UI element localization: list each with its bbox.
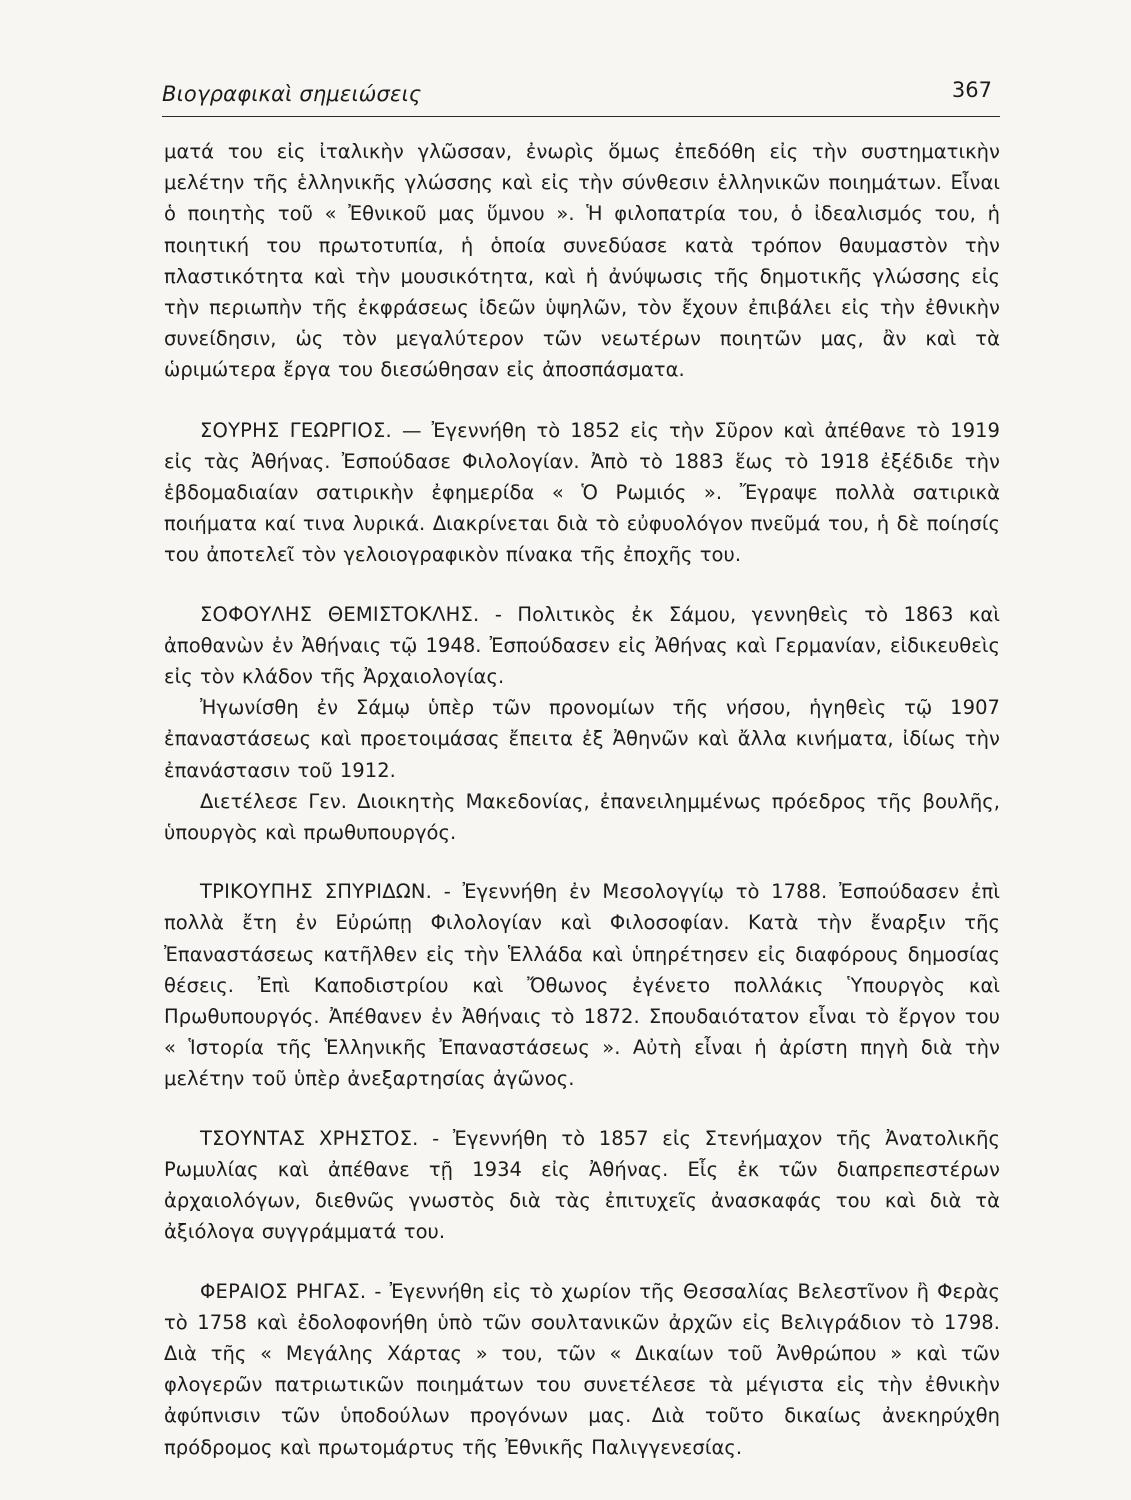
entry-name: ΣΟΥΡΗΣ ΓΕΩΡΓΙΟΣ. [200,418,392,442]
entry-trikoupis [164,876,1000,1094]
entry-name: ΣΟΦΟΥΛΗΣ ΘΕΜΙΣΤΟΚΛΗΣ. [200,602,480,626]
body-text [164,136,1000,1463]
running-header [162,76,1000,117]
entry-sofoulis-continuation-2: Διετέλεσε Γεν. Διοικητὴς Μακεδονίας, ἐπανειλημμένως πρόεδρος τῆς βουλῆς, ὑπουργὸς καὶ πρωθυπουργός. [164,789,1000,845]
entry-sofoulis [164,599,1000,693]
entry-text: - Ἐγεννήθη εἰς τὸ χωρίον τῆς Θεσσαλίας Βελεστῖνον ἢ Φερὰς τὸ 1758 καὶ ἐδολοφονήθη ὑπὸ τῶν σουλτανικῶν ἀρχῶν εἰς Βελιγράδιον τὸ 1798. Διὰ τῆς « Μεγάλης Χάρτας » του, τῶν « Δικαίων τοῦ Ἀνθρώπου » καὶ τῶν φλογερῶν πατριωτικῶν ποιημάτων του συνετέλεσε τὰ μέγιστα εἰς τὴν ἐθνικὴν ἀφύπνισιν τῶν ὑποδούλων προγόνων μας. Διὰ τοῦτο δικαίως ἀνεκηρύχθη πρόδρομος καὶ πρωτομάρτυς τῆς Ἐθνικῆς Παλιγγενεσίας. [164,1279,1000,1459]
entry-text: - Πολιτικὸς ἐκ Σάμου, γεννηθεὶς τὸ 1863 καὶ ἀποθανὼν ἐν Ἀθήναις τῷ 1948. Ἐσπούδασεν εἰς Ἀθήνας καὶ Γερμανίαν, εἰδικευθεὶς εἰς τὸν κλάδον τῆς Ἀρχαιολογίας. [164,602,1000,689]
entry-name: ΤΡΙΚΟΥΠΗΣ ΣΠΥΡΙΔΩΝ. [200,880,433,904]
entry-feraios [164,1276,1000,1463]
page-number: 367 [951,78,992,102]
entry-name: ΤΣΟΥΝΤΑΣ ΧΡΗΣΤΟΣ. [200,1126,419,1150]
entry-tsountas [164,1123,1000,1248]
entry-name: ΦΕΡΑΙΟΣ ΡΗΓΑΣ. [200,1279,367,1303]
running-title: Βιογραφικαὶ σημειώσεις [162,82,422,106]
entry-text: — Ἐγεννήθη τὸ 1852 εἰς τὴν Σῦρον καὶ ἀπέθανε τὸ 1919 εἰς τὰς Ἀθήνας. Ἐσπούδασε Φιλολογίαν. Ἀπὸ τὸ 1883 ἕως τὸ 1918 ἐξέδιδε τὴν ἑβδομαδιαίαν σατιρικὴν ἐφημερίδα « Ὁ Ρωμιός ». Ἔγραψε πολλὰ σατιρικὰ ποιήματα καί τινα λυρικά. Διακρίνεται διὰ τὸ εὐφυολόγον πνεῦμά του, ἡ δὲ ποίησίς του ἀποτελεῖ τὸν γελοιογραφικὸν πίνακα τῆς ἐποχῆς του. [164,418,1000,567]
intro-paragraph: ματά του εἰς ἰταλικὴν γλῶσσαν, ἐνωρὶς ὅμως ἐπεδόθη εἰς τὴν συστηματικὴν μελέτην τῆς ἑλληνικῆς γλώσσης καὶ εἰς τὴν σύνθεσιν ἑλληνικῶν ποιημάτων. Εἶναι ὁ ποιητὴς τοῦ « Ἐθνικοῦ μας ὕμνου ». Ἡ φιλοπατρία του, ὁ ἰδεαλισμός του, ἡ ποιητική του πρωτοτυπία, ἡ ὁποία συνεδύασε κατὰ τρόπον θαυμαστὸν τὴν πλαστικότητα καὶ τὴν μουσικότητα, καὶ ἡ ἀνύψωσις τῆς δημοτικῆς γλώσσης εἰς τὴν περιωπὴν τῆς ἐκφράσεως ἰδεῶν ὑψηλῶν, τὸν ἔχουν ἐπιβάλει εἰς τὴν ἐθνικὴν συνείδησιν, ὡς τὸν μεγαλύτερον τῶν νεωτέρων ποιητῶν μας, ἂν καὶ τὰ ὡριμώτερα ἔργα του διεσώθησαν εἰς ἀποσπάσματα. [164,140,1000,382]
entry-sofoulis-continuation-1: Ἠγωνίσθη ἐν Σάμῳ ὑπὲρ τῶν προνομίων τῆς νήσου, ἡγηθεὶς τῷ 1907 ἐπαναστάσεως καὶ προετοιμάσας ἔπειτα ἐξ Ἀθηνῶν καὶ ἄλλα κινήματα, ἰδίως τὴν ἐπανάστασιν τοῦ 1912. [164,696,1000,782]
entry-souris [164,415,1000,571]
entry-text: - Ἐγεννήθη τὸ 1857 εἰς Στενήμαχον τῆς Ἀνατολικῆς Ρωμυλίας καὶ ἀπέθανε τῇ 1934 εἰς Ἀθήνας. Εἷς ἐκ τῶν διαπρεπεστέρων ἀρχαιολόγων, διεθνῶς γνωστὸς διὰ τὰς ἐπιτυχεῖς ἀνασκαφάς του καὶ διὰ τὰ ἀξιόλογα συγγράμματά του. [164,1126,1000,1244]
entry-text: - Ἐγεννήθη ἐν Μεσολογγίῳ τὸ 1788. Ἐσπούδασεν ἐπὶ πολλὰ ἔτη ἐν Εὐρώπῃ Φιλολογίαν καὶ Φιλοσοφίαν. Κατὰ τὴν ἔναρξιν τῆς Ἐπαναστάσεως κατῆλθεν εἰς τὴν Ἑλλάδα καὶ ὑπηρέτησεν εἰς διαφόρους δημοσίας θέσεις. Ἐπὶ Καποδιστρίου καὶ Ὄθωνος ἐγένετο πολλάκις Ὑπουργὸς καὶ Πρωθυπουργός. Ἀπέθανεν ἐν Ἀθήναις τὸ 1872. Σπουδαιότατον εἶναι τὸ ἔργον του « Ἱστορία τῆς Ἑλληνικῆς Ἐπαναστάσεως ». Αὐτὴ εἶναι ἡ ἀρίστη πηγὴ διὰ τὴν μελέτην τοῦ ὑπὲρ ἀνεξαρτησίας ἀγῶνος. [164,880,1000,1091]
